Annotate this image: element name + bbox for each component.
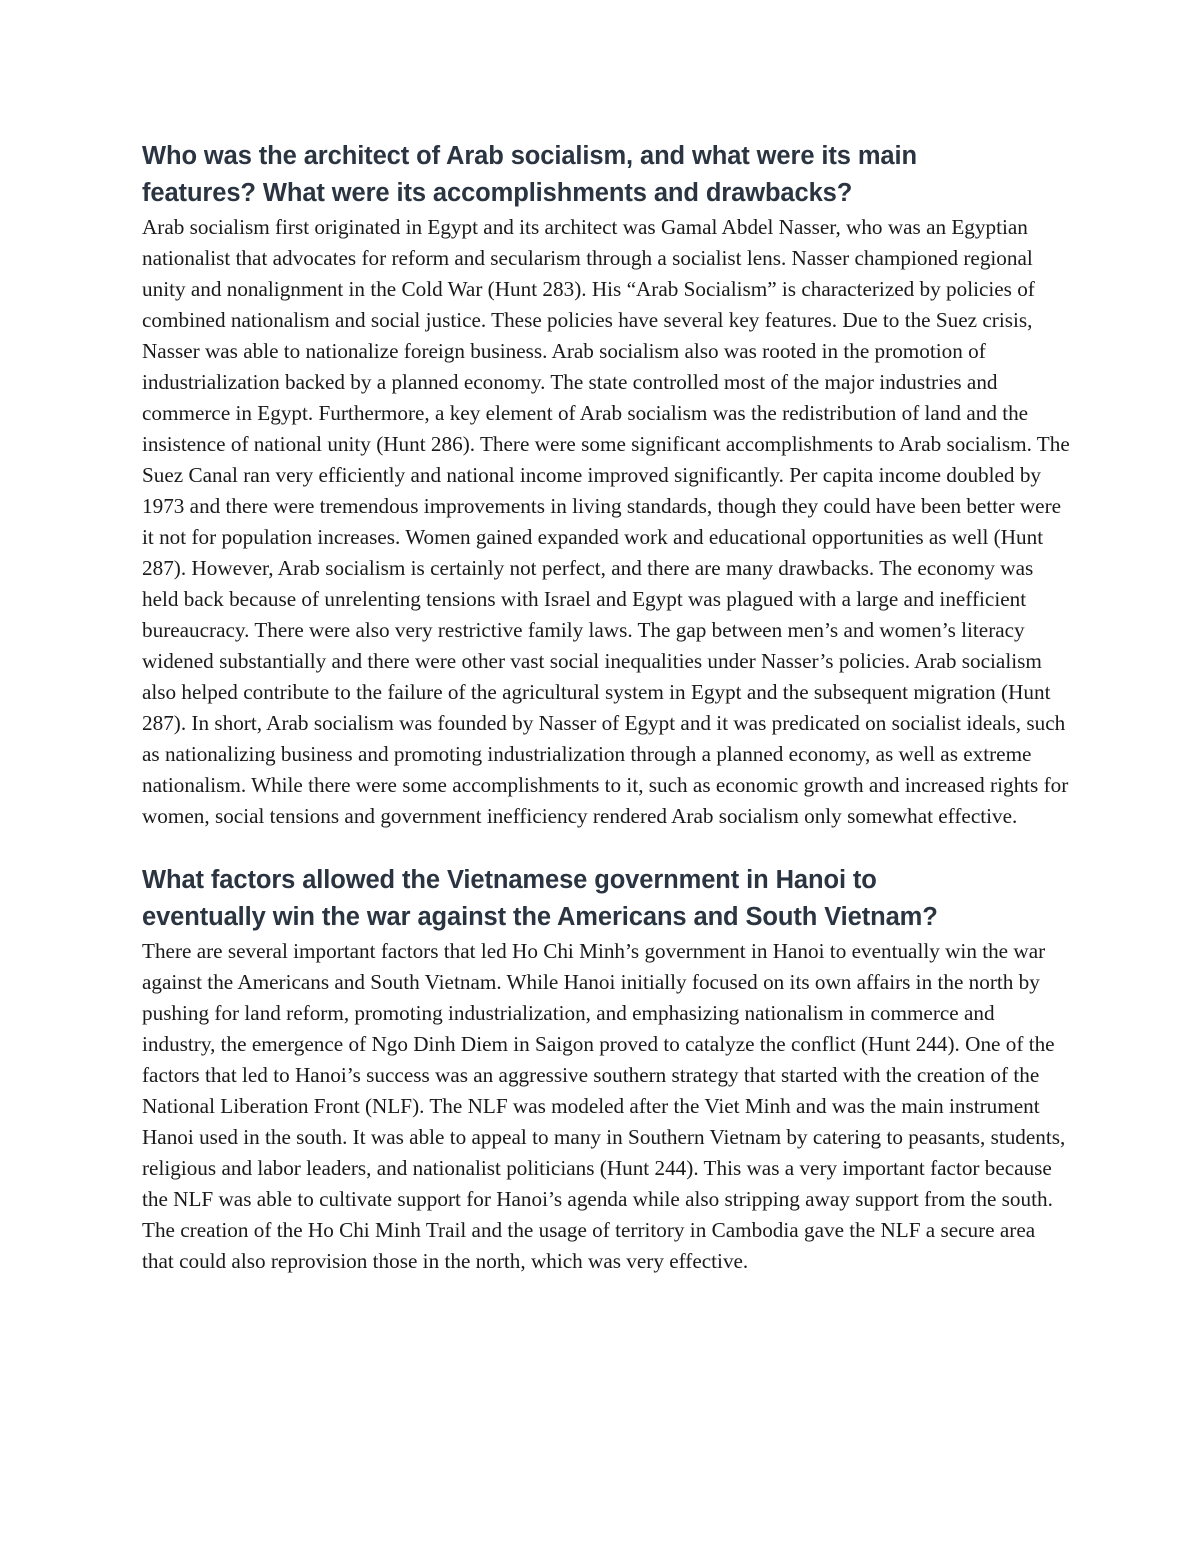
section-body: Arab socialism first originated in Egypt and its architect was Gamal Abdel Nasser, who was an Egyptian nationalist that advocates for reform and secularism through a socialist lens. Nasser championed regional unity and nonalignment in the Cold War (Hunt 283). His “Arab Socialism” is characterized by policies of combined nationalism and social justice. These policies have several key features. Due to the Suez crisis, Nasser was able to nationalize foreign business. Arab socialism also was rooted in the promotion of industrialization backed by a planned economy. The state controlled most of the major industries and commerce in Egypt. Furthermore, a key element of Arab socialism was the redistribution of land and the insistence of national unity (Hunt 286). There were some significant accomplishments to Arab socialism. The Suez Canal ran very efficiently and national income improved significantly. Per capita income doubled by 1973 and there were tremendous improvements in living standards, though they could have been better were it not for population increases. Women gained expanded work and educational opportunities as well (Hunt 287). However, Arab socialism is certainly not perfect, and there are many drawbacks. The economy was held back because of unrelenting tensions with Israel and Egypt was plagued with a large and inefficient bureaucracy. There were also very restrictive family laws. The gap between men’s and women’s literacy widened substantially and there were other vast social inequalities under Nasser’s policies. Arab socialism also helped contribute to the failure of the agricultural system in Egypt and the subsequent migration (Hunt 287). In short, Arab socialism was founded by Nasser of Egypt and it was predicated on socialist ideals, such as nationalizing business and promoting industrialization through a planned economy, as well as extreme nationalism. While there were some accomplishments to it, such as economic growth and increased rights for women, social tensions and government inefficiency rendered Arab socialism only somewhat effective.	[142, 215, 1070, 828]
heading-line: What factors allowed the Vietnamese government in Hanoi to	[142, 866, 877, 894]
section-heading	[142, 138, 1072, 212]
section-heading	[142, 862, 1072, 936]
heading-line: eventually win the war against the Americans and South Vietnam?	[142, 903, 938, 931]
heading-line: features? What were its accomplishments and drawbacks?	[142, 179, 853, 207]
section-arab-socialism	[142, 138, 1072, 832]
heading-line: Who was the architect of Arab socialism, and what were its main	[142, 142, 917, 170]
document-content	[142, 138, 1072, 1277]
section-body: There are several important factors that led Ho Chi Minh’s government in Hanoi to eventually win the war against the Americans and South Vietnam. While Hanoi initially focused on its own affairs in the north by pushing for land reform, promoting industrialization, and emphasizing nationalism in commerce and industry, the emergence of Ngo Dinh Diem in Saigon proved to catalyze the conflict (Hunt 244). One of the factors that led to Hanoi’s success was an aggressive southern strategy that started with the creation of the National Liberation Front (NLF). The NLF was modeled after the Viet Minh and was the main instrument Hanoi used in the south. It was able to appeal to many in Southern Vietnam by catering to peasants, students, religious and labor leaders, and nationalist politicians (Hunt 244). This was a very important factor because the NLF was able to cultivate support for Hanoi’s agenda while also stripping away support from the south. The creation of the Ho Chi Minh Trail and the usage of territory in Cambodia gave the NLF a secure area that could also reprovision those in the north, which was very effective.	[142, 939, 1066, 1273]
section-vietnam-war	[142, 862, 1072, 1277]
